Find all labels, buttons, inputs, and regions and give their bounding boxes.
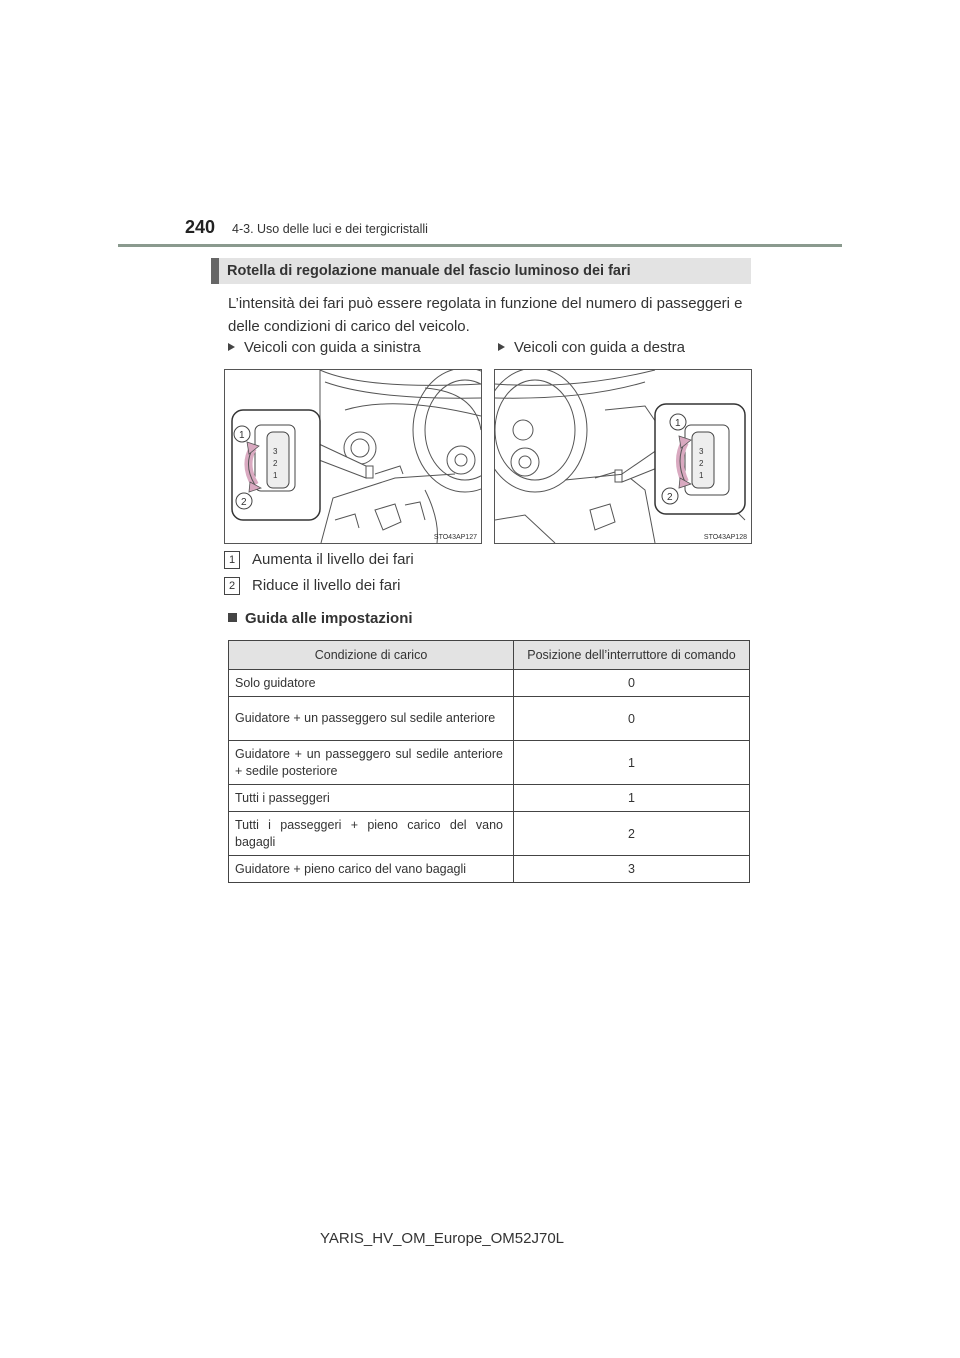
figure-id-rhd: STO43AP128 <box>703 534 747 541</box>
section-accent <box>211 258 219 284</box>
table-row <box>229 697 750 741</box>
dial-mark-3: 3 <box>273 447 278 456</box>
intro-paragraph: L’intensità dei fari può essere regolata in funzione del numero di passeggeri e delle condizioni di carico del veicolo. <box>228 295 743 335</box>
footer-doc-id: YARIS_HV_OM_Europe_OM52J70L <box>320 1230 565 1247</box>
triangle-bullet-icon <box>228 343 235 351</box>
chapter-title: 4-3. Uso delle luci e dei tergicristalli <box>232 222 428 236</box>
table-row <box>229 812 750 856</box>
figure-caption-rhd-text: Veicoli con guida a destra <box>514 339 685 356</box>
dial-mark-3: 3 <box>699 447 704 456</box>
load-condition-cell: Guidatore + un passeggero sul sedile anteriore <box>229 697 514 741</box>
legend-number-2: 2 <box>224 577 240 595</box>
page-number: 240 <box>185 217 216 237</box>
legend-number-1: 1 <box>224 551 240 569</box>
settings-guide-heading-text: Guida alle impostazioni <box>245 610 413 627</box>
switch-position-cell: 2 <box>514 812 750 856</box>
header-switch-position: Posizione dell’interruttore di comando <box>514 641 750 670</box>
section-title: Rotella di regolazione manuale del fascio luminoso dei fari <box>227 263 631 279</box>
legend-item-2 <box>224 577 400 595</box>
callout-1-rhd: 1 <box>675 418 681 429</box>
load-condition-cell: Guidatore + pieno carico del vano bagagli <box>229 856 514 883</box>
table-row <box>229 670 750 697</box>
header-rule <box>118 244 842 247</box>
legend-item-1 <box>224 551 414 569</box>
load-condition-cell: Tutti i passeggeri <box>229 785 514 812</box>
table-header-row <box>229 641 750 670</box>
table-row <box>229 741 750 785</box>
switch-position-cell: 1 <box>514 785 750 812</box>
callout-1-lhd: 1 <box>239 430 245 441</box>
switch-position-cell: 1 <box>514 741 750 785</box>
figure-caption-rhd <box>498 339 685 356</box>
callout-2-rhd: 2 <box>667 492 673 503</box>
legend-text-2: Riduce il livello dei fari <box>252 577 401 594</box>
table-row <box>229 856 750 883</box>
switch-position-cell: 0 <box>514 697 750 741</box>
dashboard-lhd-illustration <box>225 370 481 543</box>
figure-rhd <box>494 369 752 544</box>
square-bullet-icon <box>228 613 237 622</box>
figure-id-lhd: STO43AP127 <box>433 534 477 541</box>
settings-guide-heading <box>228 610 413 627</box>
header-load-condition: Condizione di carico <box>229 641 514 670</box>
switch-position-cell: 3 <box>514 856 750 883</box>
dashboard-rhd-illustration <box>495 370 751 543</box>
load-condition-cell: Tutti i passeggeri + pieno carico del vano bagagli <box>229 812 514 856</box>
dial-mark-1: 1 <box>273 471 278 480</box>
dial-mark-2: 2 <box>273 459 278 468</box>
table-row <box>229 785 750 812</box>
load-condition-cell: Guidatore + un passeggero sul sedile anteriore + sedile posteriore <box>229 741 514 785</box>
settings-table <box>228 640 750 883</box>
triangle-bullet-icon <box>498 343 505 351</box>
figure-caption-lhd <box>228 339 421 356</box>
dial-mark-2: 2 <box>699 459 704 468</box>
switch-position-cell: 0 <box>514 670 750 697</box>
legend-text-1: Aumenta il livello dei fari <box>252 551 414 568</box>
load-condition-cell: Solo guidatore <box>229 670 514 697</box>
figure-lhd <box>224 369 482 544</box>
section-heading-bar <box>211 258 751 284</box>
callout-2-lhd: 2 <box>241 497 247 508</box>
figure-caption-lhd-text: Veicoli con guida a sinistra <box>244 339 421 356</box>
dial-mark-1: 1 <box>699 471 704 480</box>
